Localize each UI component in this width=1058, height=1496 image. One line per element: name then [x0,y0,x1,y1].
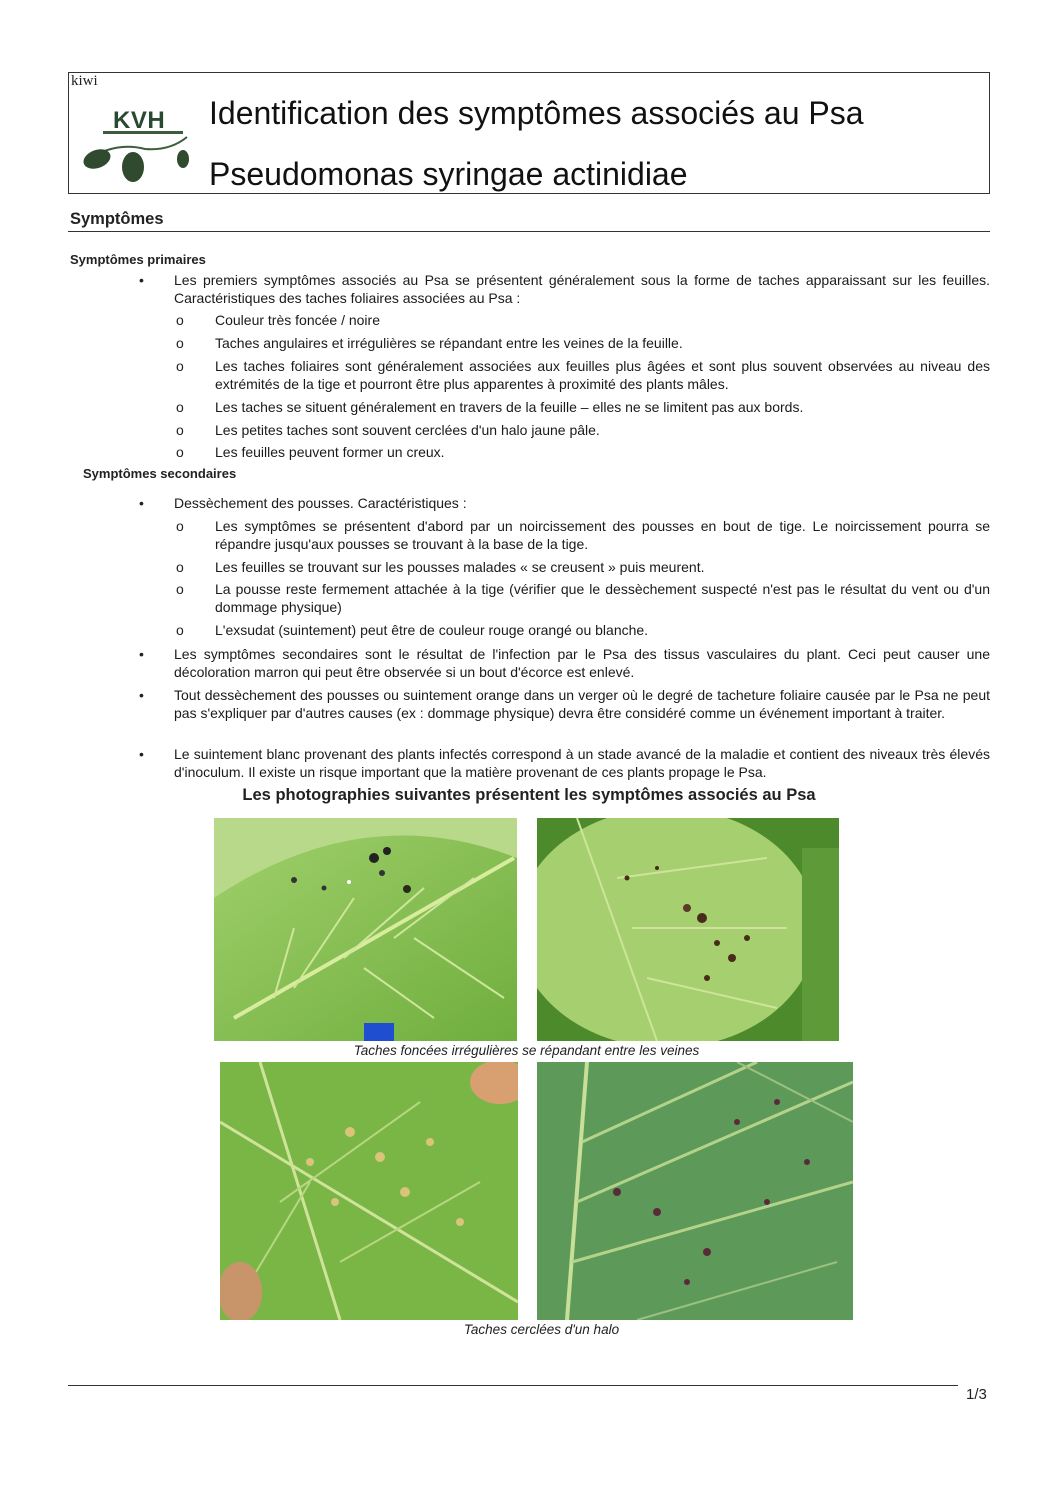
caption-dark-spots: Taches foncées irrégulières se répandant entre les veines [353,1043,700,1058]
primary-item: Les petites taches sont souvent cerclées d'un halo jaune pâle. [215,422,600,438]
secondary-heading: Symptômes secondaires [83,466,237,481]
bullet-circle: o [176,335,184,351]
secondary-bullet: Le suintement blanc provenant des plants infectés correspond à un stade avancé de la maladie et contient des niveaux très élevés d'inoculum. Il existe un risque important que la matière provenant de ces plants propage le Psa. [174,746,990,780]
bullet-circle: o [176,312,184,328]
caption-halo: Taches cerclées d'un halo [463,1322,620,1337]
primary-item: Taches angulaires et irrégulières se répandant entre les veines de la feuille. [215,335,683,351]
secondary-bullet: Les symptômes secondaires sont le résultat de l'infection par le Psa des tissus vasculaires du plant. Ceci peut causer une décoloration marron qui peut être observée si un bout d'écorce est enlevé. [174,646,990,680]
bullet-disc: • [139,646,144,662]
leaf-photo-halo-2 [537,1062,853,1320]
bullet-circle: o [176,518,184,534]
kvh-logo [75,101,195,191]
bullet-circle: o [176,581,184,597]
photos-title: Les photographies suivantes présentent les symptômes associés au Psa [242,786,816,804]
bullet-circle: o [176,422,184,438]
secondary-item: La pousse reste fermement attachée à la tige (vérifier que le dessèchement suspecté n'est pas le résultat du vent ou d'un dommage physique) [215,581,990,615]
bullet-disc: • [139,272,144,288]
document-title: Identification des symptômes associés au Psa [209,95,864,131]
header-box [68,72,990,194]
secondary-item: Les symptômes se présentent d'abord par un noircissement des pousses en bout de tige. Le noircissement pourra se répandre jusqu'aux pousses se trouvant à la base de la tige. [215,518,990,552]
bullet-disc: • [139,687,144,703]
bullet-circle: o [176,444,184,460]
secondary-item: L'exsudat (suintement) peut être de couleur rouge orangé ou blanche. [215,622,649,638]
section-divider [68,231,990,232]
bullet-disc: • [139,746,144,762]
secondary-bullet: Tout dessèchement des pousses ou suintement orange dans un verger où le degré de tacheture foliaire causée par le Psa ne peut pas s'expliquer par d'autres causes (ex : dommage physique) devra être considéré comme un événement important à traiter. [174,687,990,721]
bullet-circle: o [176,358,184,374]
kiwi-tag: kiwi [71,73,98,89]
primary-item: Les feuilles peuvent former un creux. [215,444,445,460]
footer-divider [68,1385,958,1386]
logo-text: KVH [113,107,166,134]
leaf-photo-dark-spots-1 [214,818,517,1041]
primary-item: Les taches se situent généralement en travers de la feuille – elles ne se limitent pas aux bords. [215,399,804,415]
primary-bullet: Les premiers symptômes associés au Psa se présentent généralement sous la forme de taches apparaissant sur les feuilles. Caractéristiques des taches foliaires associées au Psa : [174,272,990,306]
primary-item: Couleur très foncée / noire [215,312,380,328]
page-number: 1/3 [966,1386,987,1403]
secondary-bullet: Dessèchement des pousses. Caractéristiques : [174,495,467,511]
bullet-circle: o [176,622,184,638]
leaf-photo-dark-spots-2 [537,818,839,1041]
leaf-photo-halo-1 [220,1062,518,1320]
bullet-disc: • [139,495,144,511]
primary-heading: Symptômes primaires [70,252,206,267]
section-heading: Symptômes [70,210,164,228]
bullet-circle: o [176,559,184,575]
primary-item: Les taches foliaires sont généralement associées aux feuilles plus âgées et sont plus souvent observées au niveau des extrémités de la tige et pourront être plus apparentes à proximité des plants mâles. [215,358,990,392]
secondary-item: Les feuilles se trouvant sur les pousses malades « se creusent » puis meurent. [215,559,705,575]
bullet-circle: o [176,399,184,415]
document-subtitle: Pseudomonas syringae actinidiae [209,156,688,192]
